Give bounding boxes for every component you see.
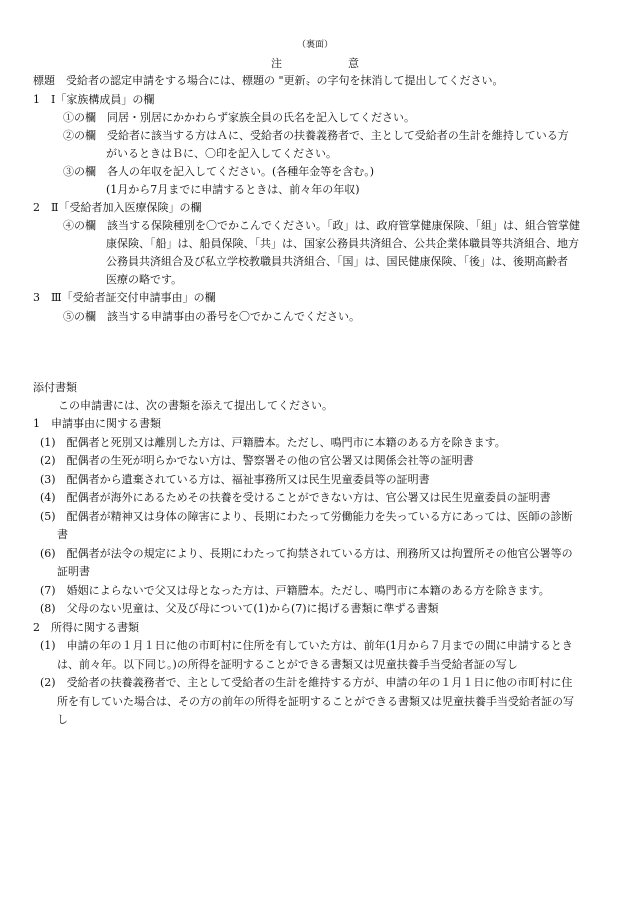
attachment-1-item-5: (5) 配偶者が精神又は身体の障害により、長期にわたって労働能力を失っている方にあっては、医師の診断 [40,510,573,523]
attachment-2-item-1: (1) 申請の年の１月１日に他の市町村に住所を有していた方は、前年(1月から７月までの間に申請するとき [40,639,573,652]
page-side-label: （裏面） [296,40,333,50]
notice-title: 注 意 [271,57,359,70]
section-2-heading: 2 Ⅱ「受給者加入医療保険」の欄 [33,201,202,214]
attachment-1-item-6: (6) 配偶者が法令の規定により、長期にわたって拘禁されている方は、刑務所又は拘置所その他官公署等の [40,547,573,560]
attachment-2-item-2-cont1: 所を有していた場合は、その方の前年の所得を証明することができる書類又は児童扶養手当受給者証の写 [57,695,574,708]
attachment-2-item-1-cont: は、前々年。以下同じ。)の所得を証明することができる書類又は児童扶養手当受給者証の写し [57,658,518,671]
attachment-1-item-6-cont: 証明書 [57,565,90,578]
attachment-1-item-5-cont: 書 [57,528,68,541]
section-1-heading: 1 Ⅰ「家族構成員」の欄 [33,93,155,106]
note-item-5: ⑤の欄 該当する申請事由の番号を〇でかこんでください。 [63,310,360,323]
note-item-4-cont2: 公務員共済組合及び私立学校教職員共済組合、「国」は、国民健康保険、「後」は、後期高齢者 [106,255,568,268]
note-item-1: ①の欄 同居・別居にかかわらず家族全員の氏名を記入してください。 [63,111,415,124]
attachment-2-heading: 2 所得に関する書類 [33,621,139,634]
note-item-3: ③の欄 各人の年収を記入してください。(各種年金等を含む。) [63,165,375,178]
note-item-4: ④の欄 該当する保険種別を〇でかこんでください。「政」は、政府管掌健康保険、「組」は、組合管掌健 [63,219,580,232]
attachment-1-heading: 1 申請事由に関する書類 [33,417,161,430]
note-item-2: ②の欄 受給者に該当する方はＡに、受給者の扶養義務者で、主として受給者の生計を維持している方 [63,129,569,142]
attachments-intro: この申請書には、次の書類を添えて提出してください。 [58,399,333,412]
attachment-1-item-8: (8) 父母のない児童は、父及び母について(1)から(7)に掲げる書類に準ずる書類 [40,602,439,615]
note-item-4-cont3: 医療の略です。 [106,273,183,286]
attachment-2-item-2: (2) 受給者の扶養義務者で、主として受給者の生計を維持する方が、申請の年の１月１日に他の市町村に住 [40,676,573,689]
attachment-1-item-2: (2) 配偶者の生死が明らかでない方は、警察署その他の官公署又は関係会社等の証明書 [40,454,474,467]
attachment-1-item-3: (3) 配偶者から遺棄されている方は、福祉事務所又は民生児童委員等の証明書 [40,473,430,486]
attachments-title: 添付書類 [33,381,77,394]
attachment-1-item-7: (7) 婚姻によらないで父又は母となった方は、戸籍謄本。ただし、鳴門市に本籍のある方を除きます。 [40,584,550,597]
note-item-3-cont: (1月から7月までに申請するときは、前々年の年収) [106,183,360,196]
note-item-2-cont: がいるときはＢに、〇印を記入してください。 [106,147,337,160]
note-item-4-cont1: 康保険、「船」は、船員保険、「共」は、国家公務員共済組合、公共企業体職員等共済組合、地方 [106,237,579,250]
section-3-heading: 3 Ⅲ「受給者証交付申請事由」の欄 [33,291,216,304]
attachment-1-item-4: (4) 配偶者が海外にあるためその扶養を受けることができない方は、官公署又は民生児童委員の証明書 [40,491,551,504]
attachment-1-item-1: (1) 配偶者と死別又は離別した方は、戸籍謄本。ただし、鳴門市に本籍のある方を除きます。 [40,436,506,449]
attachment-2-item-2-cont2: し [57,713,68,726]
notes-intro: 標題 受給者の認定申請をする場合には、標題の "更新〟の字句を抹消して提出してください。 [33,74,504,87]
